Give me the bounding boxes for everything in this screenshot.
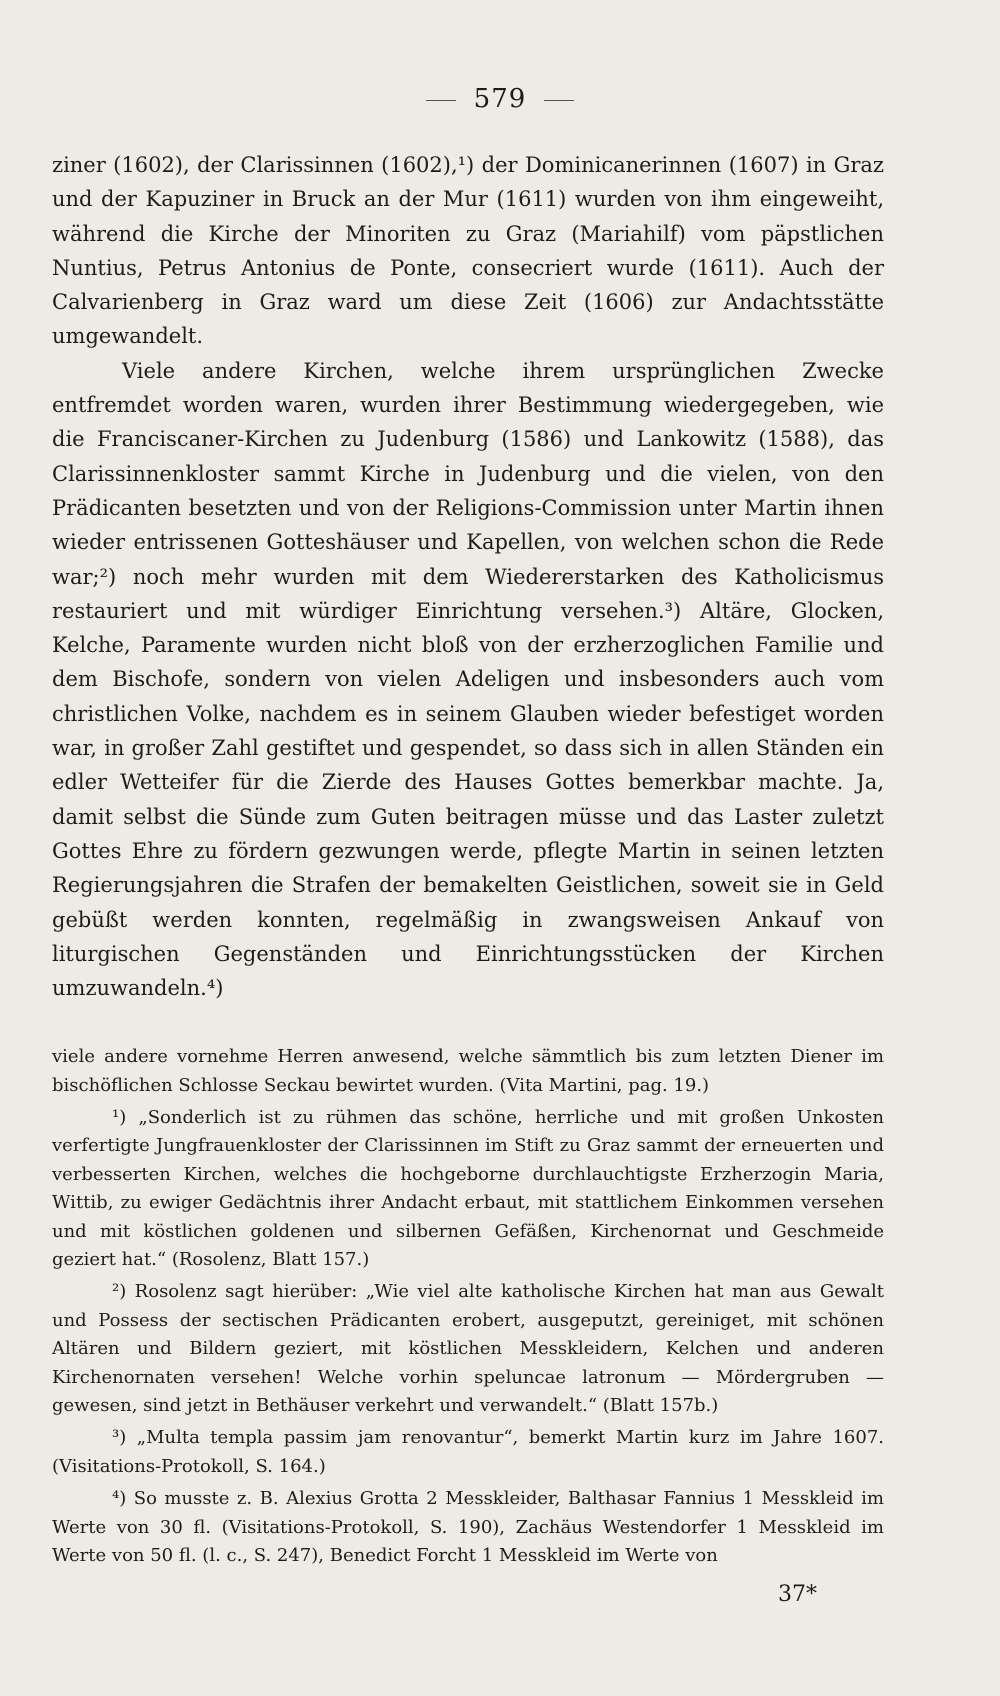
page-number: 579 <box>473 84 527 114</box>
page-header <box>0 84 1000 114</box>
footnote-2: ²) Rosolenz sagt hierüber: „Wie viel alte katholische Kirchen hat man aus Gewalt und Possess der sectischen Prädicanten erobert, ausgeputzt, gereiniget, mit schönen Altären und Bildern geziert, mit köstlichen Messkleidern, Kelchen und anderen Kirchenornaten versehen! Welche vorhin speluncae latronum — Mördergruben — gewesen, sind jetzt in Bethäuser verkehrt und verwandelt.“ (Blatt 157b.) <box>52 1281 884 1417</box>
header-dash-left <box>426 100 456 101</box>
footnote-continuation: viele andere vornehme Herren anwesend, welche sämmtlich bis zum letzten Diener im bischöflichen Schlosse Seckau bewirtet wurden. (Vita Martini, pag. 19.) <box>52 1046 884 1096</box>
footnote-3: ³) „Multa templa passim jam renovantur“, bemerkt Martin kurz im Jahre 1607. (Visitations-Protokoll, S. 164.) <box>52 1427 884 1477</box>
main-text <box>52 148 884 1005</box>
footnote-4: ⁴) So musste z. B. Alexius Grotta 2 Messkleider, Balthasar Fannius 1 Messkleid im Werte von 30 fl. (Visitations-Protokoll, S. 190), Zachäus Westendorfer 1 Messkleid im Werte von 50 fl. (l. c., S. 247), Benedict Forcht 1 Messkleid im Werte von <box>52 1488 884 1567</box>
footnotes <box>52 1104 884 1575</box>
paragraph-2: Viele andere Kirchen, welche ihrem ursprünglichen Zwecke entfremdet worden waren, wurden ihrer Bestimmung wiedergegeben, wie die Franciscaner-Kirchen zu Judenburg (1586) und Lankowitz (1588), das Clarissinnenkloster sammt Kirche in Judenburg und die vielen, von den Prädicanten besetzten und von der Religions-Commission unter Martin ihnen wieder entrissenen Gotteshäuser und Kapellen, von welchen schon die Rede war;²) noch mehr wurden mit dem Wiedererstarken des Katholicismus restauriert und mit würdiger Einrichtung versehen.³) Altäre, Glocken, Kelche, Paramente wurden nicht bloß von der erzherzoglichen Familie und dem Bischofe, sondern von vielen Adeligen und insbesonders auch vom christlichen Volke, nachdem es in seinem Glauben wieder befestiget worden war, in großer Zahl gestiftet und gespendet, so dass sich in allen Ständen ein edler Wetteifer für die Zierde des Hauses Gottes bemerkbar machte. Ja, damit selbst die Sünde zum Guten beitragen müsse und das Laster zuletzt Gottes Ehre zu fördern gezwungen werde, pflegte Martin in seinen letzten Regierungsjahren die Strafen der bemakelten Geistlichen, soweit sie in Geld gebüßt werden konnten, regelmäßig in zwangsweisen Ankauf von liturgischen Gegenständen und Einrichtungsstücken der Kirchen umzuwandeln.⁴) <box>52 358 884 1001</box>
printer-signature: 37* <box>778 1582 817 1607</box>
footnote-1: ¹) „Sonderlich ist zu rühmen das schöne, herrliche und mit großen Unkosten verfertigte Jungfrauenkloster der Clarissinnen im Stift zu Graz sammt der erneuerten und verbesserten Kirchen, welches die hochgeborne durchlauchtigste Erzherzogin Maria, Wittib, zu ewiger Gedächtnis ihrer Andacht erbaut, mit stattlichem Einkommen versehen und mit köstlichen goldenen und silbernen Gefäßen, Kirchenornat und Geschmeide geziert hat.“ (Rosolenz, Blatt 157.) <box>52 1107 884 1271</box>
paragraph-1: ziner (1602), der Clarissinnen (1602),¹) der Dominicanerinnen (1607) in Graz und der Kapuziner in Bruck an der Mur (1611) wurden von ihm eingeweiht, während die Kirche der Minoriten zu Graz (Mariahilf) vom päpstlichen Nuntius, Petrus Antonius de Ponte, consecriert wurde (1611). Auch der Calvarienberg in Graz ward um diese Zeit (1606) zur Andachtsstätte umgewandelt. <box>52 153 884 349</box>
header-dash-right <box>544 100 574 101</box>
